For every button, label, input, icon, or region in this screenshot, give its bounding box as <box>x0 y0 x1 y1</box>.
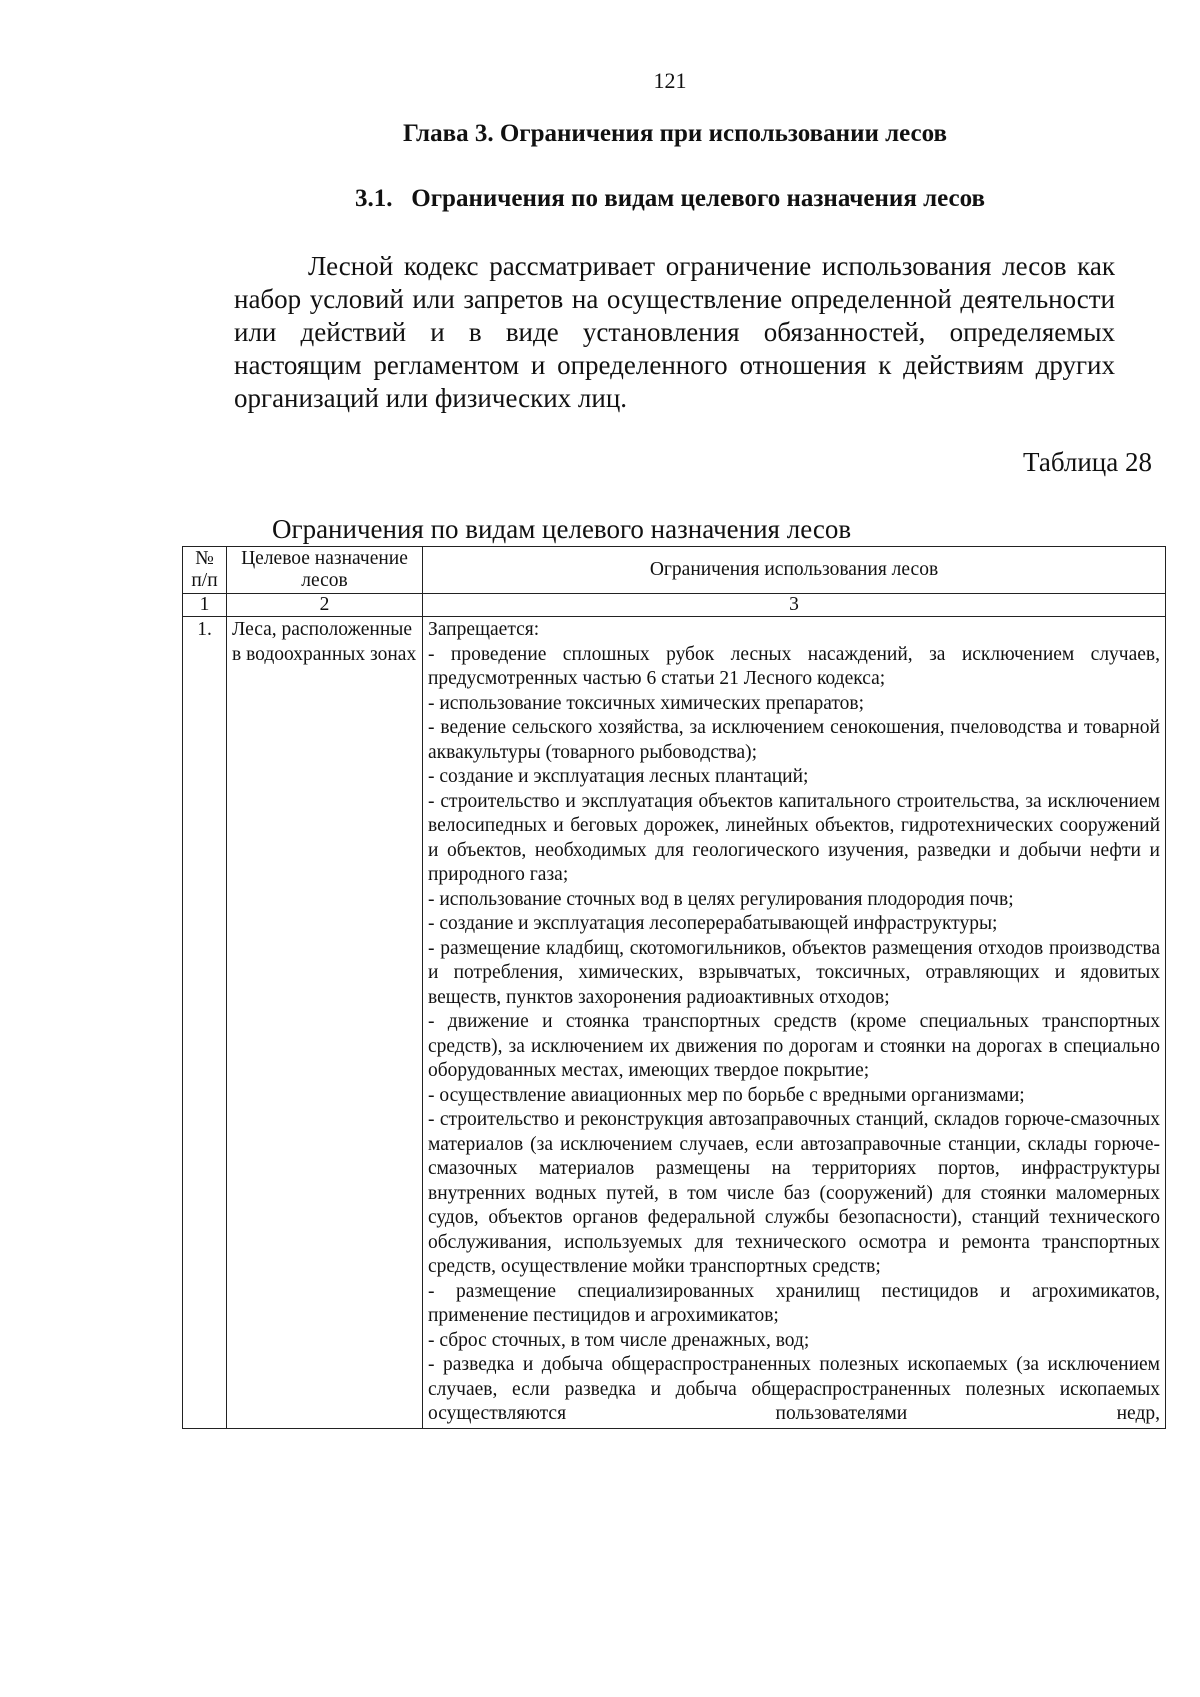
column-number: 2 <box>227 594 423 617</box>
restriction-item: - строительство и эксплуатация объектов капитального строительства, за исключением велосипедных и беговых дорожек, линейных объектов, гидротехнических сооружений и объектов, необходимых для геологического изучения, разведки и добычи нефти и природного газа; <box>428 790 1160 885</box>
column-number: 1 <box>183 594 227 617</box>
section-number: 3.1. <box>355 185 393 212</box>
restrictions-table <box>182 546 1166 1429</box>
restriction-item: - строительство и реконструкция автозаправочных станций, складов горюче-смазочных материалов (за исключением случаев, если автозаправочные станции, склады горюче-смазочных материалов размещены на территориях портов, инфраструктуры внутренних водных путей, в том числе баз (сооружений) для стоянки маломерных судов, объектов органов федеральной службы безопасности), станций технического обслуживания, используемых для технического осмотра и ремонта транспортных средств, осуществление мойки транспортных средств; <box>428 1109 1160 1277</box>
restriction-item: - создание и эксплуатация лесоперерабатывающей инфраструктуры; <box>428 913 998 934</box>
table-row <box>183 617 1166 1429</box>
section-title-text: Ограничения по видам целевого назначения лесов <box>411 185 985 212</box>
restriction-item: - использование токсичных химических препаратов; <box>428 692 864 714</box>
restriction-item: - использование сточных вод в целях регулирования плодородия почв; <box>428 888 1014 910</box>
table-caption: Ограничения по видам целевого назначения лесов <box>272 514 852 544</box>
header-restrictions: Ограничения использования лесов <box>423 547 1166 594</box>
column-number-row <box>183 594 1166 617</box>
restriction-item: - проведение сплошных рубок лесных насаждений, за исключением случаев, предусмотренных частью 6 статьи 21 Лесного кодекса; <box>428 643 1160 689</box>
section-title <box>0 185 1200 213</box>
page-number: 121 <box>653 68 687 93</box>
intro-paragraph: Лесной кодекс рассматривает ограничение использования лесов как набор условий или запретов на осуществление определенной деятельности или действий и в виде установления обязанностей, определяемых настоящим регламентом и определенного отношения к действиям других организаций или физических лиц. <box>234 251 1115 413</box>
header-purpose: Целевое назначение лесов <box>227 547 423 594</box>
restriction-item: - размещение кладбищ, скотомогильников, объектов размещения отходов производства и потребления, химических, взрывчатых, токсичных, отравляющих и ядовитых веществ, пунктов захоронения радиоактивных отходов; <box>428 937 1160 1008</box>
restriction-item: - создание и эксплуатация лесных плантаций; <box>428 766 809 787</box>
restriction-item: - сброс сточных, в том числе дренажных, вод; <box>428 1329 810 1351</box>
table-header-row <box>183 547 1166 594</box>
restriction-item: - разведка и добыча общераспространенных полезных ископаемых (за исключением случаев, если разведка и добыча общераспространенных полезных ископаемых осуществляются пользователями недр, <box>428 1354 1160 1424</box>
restriction-item: - ведение сельского хозяйства, за исключением сенокошения, пчеловодства и товарной аквакультуры (товарного рыбоводства); <box>428 717 1160 763</box>
column-number: 3 <box>423 594 1166 617</box>
restriction-item: - движение и стоянка транспортных средств (кроме специальных транспортных средств), за исключением их движения по дорогам и стоянки на дорогах в специально оборудованных местах, имеющих твердое покрытие; <box>428 1011 1160 1081</box>
row-restrictions <box>423 617 1166 1429</box>
header-no: № п/п <box>183 547 227 594</box>
restrictions-intro: Запрещается: <box>428 619 540 640</box>
restriction-item: - осуществление авиационных мер по борьбе с вредными организмами; <box>428 1084 1025 1106</box>
row-number: 1. <box>183 617 227 1429</box>
row-purpose: Леса, расположенные в водоохранных зонах <box>227 617 423 1429</box>
chapter-title: Глава 3. Ограничения при использовании лесов <box>402 120 948 147</box>
table-label: Таблица 28 <box>1023 447 1152 477</box>
restriction-item: - размещение специализированных хранилищ пестицидов и агрохимикатов, применение пестицидов и агрохимикатов; <box>428 1280 1160 1326</box>
